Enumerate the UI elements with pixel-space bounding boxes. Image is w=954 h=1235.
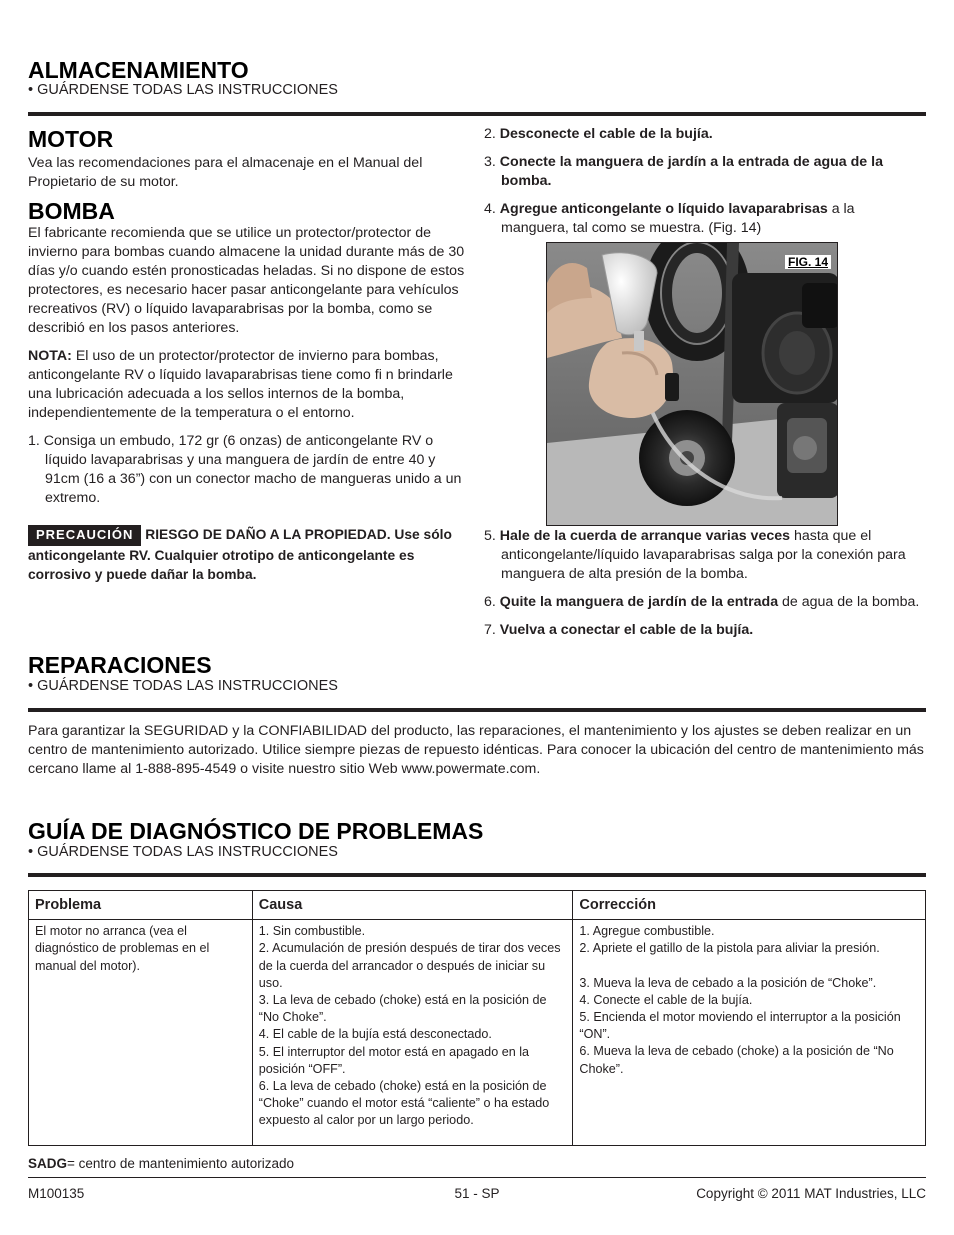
step-number: 2. bbox=[484, 126, 500, 142]
cell-causa bbox=[252, 920, 573, 1146]
caution-text: RIESGO DE DAÑO A LA PROPIEDAD. Use sólo anticongelante RV. Cualquier otrotipo de anticongelante es corrosivo y puede dañar la bomba. bbox=[28, 527, 452, 582]
correccion-item: 2. Apriete el gatillo de la pistola para aliviar la presión. bbox=[579, 941, 880, 956]
step-5-rest: hasta que el anticongelante/líquido lavaparabrisas salga por la conexión para manguera de alta presión de la bomba. bbox=[501, 528, 906, 582]
step-6-rest: de agua de la bomba. bbox=[778, 594, 920, 610]
step-5-bold: Hale de la cuerda de arranque varias veces bbox=[499, 528, 791, 544]
figure-label: FIG. 14 bbox=[785, 255, 831, 269]
bomba-note bbox=[28, 347, 470, 423]
reparaciones-text: Para garantizar la SEGURIDAD y la CONFIABILIDAD del producto, las reparaciones, el mantenimiento y los ajustes se deben realizar en un centro de mantenimiento autorizado. Utilice siempre piezas de repuesto idénticas. Para conocer la ubicación del centro de mantenimiento más cercano llame al 1-888-895-4549 o visite nuestro sitio Web www.powermate.com. bbox=[28, 723, 924, 777]
correccion-item: 6. Mueva la leva de cebado (choke) a la posición de “No Choke”. bbox=[579, 1044, 894, 1076]
sadg-text: = centro de mantenimiento autorizado bbox=[67, 1156, 295, 1171]
correccion-item: 5. Encienda el motor moviendo el interruptor a la posición “ON”. bbox=[579, 1010, 901, 1042]
note-text: El uso de un protector/protector de invierno para bombas, anticongelante RV o líquido lavaparabrisas tiene como fi n brindarle una lubricación adecuada a los sellos internos de la bomba, independientemente de la temperatura o el entorno. bbox=[28, 348, 453, 421]
footer-copyright: Copyright © 2011 MAT Industries, LLC bbox=[696, 1186, 926, 1201]
sadg-legend bbox=[28, 1156, 294, 1172]
right-column bbox=[484, 125, 926, 238]
cell-correccion bbox=[573, 920, 926, 1146]
section-subtitle-reparaciones: • GUÁRDENSE TODAS LAS INSTRUCCIONES bbox=[28, 678, 338, 694]
pressure-washer-illustration bbox=[547, 243, 838, 526]
table-header-row bbox=[29, 891, 926, 920]
section-divider bbox=[28, 873, 926, 877]
step-7 bbox=[484, 621, 926, 640]
correccion-item: 3. Mueva la leva de cebado a la posición de “Choke”. bbox=[579, 975, 877, 990]
section-divider bbox=[28, 708, 926, 712]
section-subtitle-almacenamiento: • GUÁRDENSE TODAS LAS INSTRUCCIONES bbox=[28, 82, 338, 98]
bomba-step-1: 1. Consiga un embudo, 172 gr (6 onzas) de anticongelante RV o líquido lavaparabrisas y una manguera de jardín de entre 40 y 91cm (16 a 36”) con un conector macho de mangueras unido a un extremo. bbox=[28, 433, 462, 506]
causa-item: 1. Sin combustible. bbox=[258, 924, 366, 939]
causa-item: 2. Acumulación de presión después de tirar dos veces de la cuerda del arrancador o después de iniciar su uso. bbox=[258, 941, 561, 990]
correccion-item: 4. Conecte el cable de la bujía. bbox=[579, 992, 753, 1007]
table-row bbox=[29, 920, 926, 1146]
step-6-bold: Quite la manguera de jardín de la entrada bbox=[499, 594, 779, 610]
section-divider bbox=[28, 112, 926, 116]
note-label: NOTA: bbox=[28, 348, 72, 364]
step-7-bold: Vuelva a conectar el cable de la bujía. bbox=[499, 622, 754, 638]
header-correccion: Corrección bbox=[573, 891, 926, 920]
footer-page-number: 51 - SP bbox=[454, 1186, 500, 1201]
step-4-rest: a la manguera, tal como se muestra. (Fig. 14) bbox=[501, 201, 855, 236]
figure-14-photo bbox=[546, 242, 838, 526]
section-title-bomba: BOMBA bbox=[28, 198, 115, 224]
step-2-bold: Desconecte el cable de la bujía. bbox=[499, 126, 713, 142]
causa-item: 3. La leva de cebado (choke) está en la posición de “No Choke”. bbox=[258, 993, 547, 1025]
step-4-bold: Agregue anticongelante o líquido lavaparabrisas bbox=[499, 201, 828, 217]
footer-doc-number: M100135 bbox=[28, 1186, 85, 1201]
step-number: 5. bbox=[484, 528, 500, 544]
step-4 bbox=[484, 200, 926, 238]
step-number: 7. bbox=[484, 622, 500, 638]
header-problema: Problema bbox=[29, 891, 253, 920]
causa-item: 6. La leva de cebado (choke) está en la posición de “Choke” cuando el motor está “caliente” o ha estado expuesto al calor por un largo periodo. bbox=[258, 1079, 550, 1128]
footer-divider bbox=[28, 1177, 926, 1178]
correccion-spacer bbox=[579, 958, 919, 975]
bomba-text: El fabricante recomienda que se utilice un protector/protector de invierno para bombas cuando almacene la unidad durante más de 30 días y/o cuando estén pronosticadas heladas. Si no dispone de estos protectores, es necesario hacer pasar anticongelante para vehículos recreativos (RV) o líquido lavaparabrisas por la bomba, como se describió en los pasos anteriores. bbox=[28, 225, 465, 336]
caution-tag: PRECAUCIÓN bbox=[28, 525, 141, 546]
correccion-item: 1. Agregue combustible. bbox=[579, 924, 715, 939]
section-title-almacenamiento: ALMACENAMIENTO bbox=[28, 57, 249, 83]
step-3-bold: Conecte la manguera de jardín a la entrada de agua de la bomba. bbox=[499, 154, 883, 189]
causa-item: 5. El interruptor del motor está en apagado en la posición “OFF”. bbox=[258, 1044, 530, 1076]
left-column bbox=[28, 127, 470, 584]
cell-problema: El motor no arranca (vea el diagnóstico de problemas en el manual del motor). bbox=[29, 920, 253, 1146]
section-title-motor: MOTOR bbox=[28, 126, 114, 152]
section-title-guia: GUÍA DE DIAGNÓSTICO DE PROBLEMAS bbox=[28, 818, 484, 844]
right-column-lower bbox=[484, 527, 926, 640]
sadg-label: SADG bbox=[28, 1156, 68, 1171]
step-number: 3. bbox=[484, 154, 500, 170]
section-title-reparaciones: REPARACIONES bbox=[28, 652, 212, 678]
caution-block bbox=[28, 525, 470, 584]
section-subtitle-guia: • GUÁRDENSE TODAS LAS INSTRUCCIONES bbox=[28, 844, 338, 860]
header-causa: Causa bbox=[252, 891, 573, 920]
step-3 bbox=[484, 153, 926, 191]
motor-text: Vea las recomendaciones para el almacenaje en el Manual del Propietario de su motor. bbox=[28, 155, 423, 190]
step-5 bbox=[484, 527, 926, 584]
causa-item: 4. El cable de la bujía está desconectado. bbox=[258, 1027, 492, 1042]
step-2 bbox=[484, 125, 926, 144]
step-number: 6. bbox=[484, 594, 500, 610]
step-number: 4. bbox=[484, 201, 500, 217]
troubleshooting-table bbox=[28, 890, 926, 1146]
step-6 bbox=[484, 593, 926, 612]
